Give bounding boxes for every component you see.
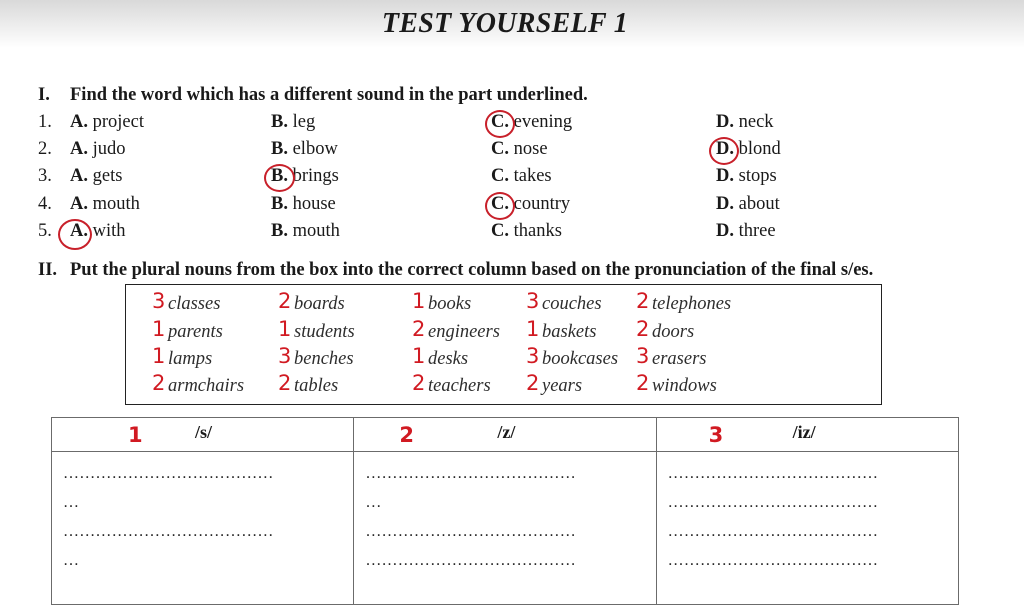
box-word: armchairs xyxy=(168,376,245,396)
box-word: years xyxy=(542,376,583,396)
option-d[interactable] xyxy=(716,166,777,187)
question-number: 3. xyxy=(38,166,52,186)
option-word: evening xyxy=(513,112,573,132)
option-letter: C. xyxy=(491,194,509,214)
dotted-answer-line[interactable]: … xyxy=(63,552,80,569)
dotted-answer-line[interactable]: ………………………………… xyxy=(667,494,879,511)
handwritten-mark: 1 xyxy=(526,317,540,341)
option-word: blond xyxy=(738,139,781,159)
option-word: with xyxy=(92,221,126,241)
answer-table xyxy=(51,417,959,605)
box-word: classes xyxy=(168,294,221,314)
column-header-label: /iz/ xyxy=(792,422,816,442)
option-word: neck xyxy=(738,112,774,132)
box-word: parents xyxy=(168,322,223,342)
question-number: 5. xyxy=(38,221,52,241)
answer-cell-z[interactable] xyxy=(354,452,656,605)
handwritten-mark: 2 xyxy=(412,371,426,395)
option-letter: A. xyxy=(70,112,88,132)
dotted-answer-line[interactable]: ………………………………… xyxy=(365,523,576,540)
option-a[interactable] xyxy=(70,112,144,133)
answer-cell-iz[interactable] xyxy=(656,452,958,605)
option-a[interactable] xyxy=(70,166,122,187)
option-d[interactable] xyxy=(716,112,774,133)
dotted-answer-line[interactable]: ………………………………… xyxy=(63,523,274,540)
option-d[interactable] xyxy=(716,194,780,215)
box-word: lamps xyxy=(168,349,213,369)
handwritten-mark: 2 xyxy=(636,317,650,341)
box-word: baskets xyxy=(542,322,597,342)
box-word: tables xyxy=(294,376,339,396)
option-a[interactable] xyxy=(70,194,140,215)
option-letter: B. xyxy=(271,194,288,214)
box-word: students xyxy=(294,322,355,342)
option-b[interactable] xyxy=(271,112,315,133)
option-letter: D. xyxy=(716,221,734,241)
handwritten-mark: 2 xyxy=(636,371,650,395)
box-word: teachers xyxy=(428,376,491,396)
column-header-label: /z/ xyxy=(497,422,516,442)
page-title: TEST YOURSELF 1 xyxy=(381,8,629,39)
handwritten-mark: 1 xyxy=(278,317,292,341)
handwritten-mark: 3 xyxy=(278,344,292,368)
option-b[interactable] xyxy=(271,221,340,242)
option-word: brings xyxy=(292,166,339,186)
handwritten-mark: 3 xyxy=(526,344,540,368)
answer-cell-s[interactable] xyxy=(52,452,354,605)
option-letter: C. xyxy=(491,139,509,159)
answer-circle-q5-a xyxy=(58,219,92,250)
dotted-answer-line[interactable]: ………………………………… xyxy=(365,552,576,569)
handwritten-mark: 3 xyxy=(636,344,650,368)
column-mark: 3 xyxy=(708,423,724,447)
handwritten-mark: 2 xyxy=(412,317,426,341)
option-b[interactable] xyxy=(271,194,336,215)
option-letter: C. xyxy=(491,221,509,241)
option-letter: A. xyxy=(70,139,88,159)
handwritten-mark: 1 xyxy=(412,289,426,313)
answer-circle-q3-b xyxy=(264,164,295,192)
option-letter: A. xyxy=(70,221,88,241)
handwritten-mark: 2 xyxy=(636,289,650,313)
column-mark: 2 xyxy=(399,423,414,447)
option-letter: D. xyxy=(716,166,734,186)
section2-instruction: Put the plural nouns from the box into the correct column based on the pronunciation of the final s/es. xyxy=(70,260,874,280)
option-letter: C. xyxy=(491,166,509,186)
option-word: house xyxy=(292,194,336,214)
box-word: books xyxy=(428,294,472,314)
box-word: couches xyxy=(542,294,602,314)
option-letter: A. xyxy=(70,166,88,186)
answer-circle-q4-c xyxy=(485,192,515,220)
handwritten-mark: 1 xyxy=(412,344,426,368)
option-word: leg xyxy=(292,112,316,132)
option-c[interactable] xyxy=(491,166,552,187)
question-number: 2. xyxy=(38,139,52,159)
option-word: mouth xyxy=(92,194,140,214)
answer-circle-q1-c xyxy=(485,110,515,138)
option-letter: B. xyxy=(271,112,288,132)
option-word: elbow xyxy=(292,139,338,159)
option-letter: B. xyxy=(271,139,288,159)
handwritten-mark: 3 xyxy=(152,289,166,313)
box-word: doors xyxy=(652,322,695,342)
option-a[interactable] xyxy=(70,139,126,160)
option-letter: C. xyxy=(491,112,509,132)
box-word: desks xyxy=(428,349,469,369)
handwritten-mark: 1 xyxy=(152,344,166,368)
question-number: 1. xyxy=(38,112,52,132)
column-header-s xyxy=(52,418,354,452)
dotted-answer-line[interactable]: ………………………………… xyxy=(667,465,879,482)
dotted-answer-line[interactable]: … xyxy=(365,494,382,511)
column-header-iz xyxy=(656,418,958,452)
option-word: stops xyxy=(738,166,777,186)
box-word: bookcases xyxy=(542,349,619,369)
box-word: windows xyxy=(652,376,717,396)
option-word: mouth xyxy=(292,221,340,241)
option-word: country xyxy=(513,194,571,214)
option-b[interactable] xyxy=(271,139,338,160)
handwritten-mark: 3 xyxy=(526,289,540,313)
handwritten-mark: 1 xyxy=(152,317,166,341)
dotted-answer-line[interactable]: … xyxy=(63,494,80,511)
answer-circle-q2-d xyxy=(709,137,739,165)
handwritten-mark: 2 xyxy=(278,289,292,313)
option-letter: B. xyxy=(271,221,288,241)
box-word: telephones xyxy=(652,294,732,314)
column-mark: 1 xyxy=(128,423,143,447)
box-word: benches xyxy=(294,349,354,369)
question-number: 4. xyxy=(38,194,52,214)
box-word: engineers xyxy=(428,322,500,342)
box-word: boards xyxy=(294,294,345,314)
column-header-z xyxy=(354,418,656,452)
option-letter: B. xyxy=(271,166,288,186)
option-word: nose xyxy=(513,139,548,159)
box-word: erasers xyxy=(652,349,707,369)
section1-instruction: Find the word which has a different sound in the part underlined. xyxy=(70,85,588,105)
option-letter: A. xyxy=(70,194,88,214)
option-c[interactable] xyxy=(491,139,548,160)
column-header-label: /s/ xyxy=(195,422,213,442)
handwritten-mark: 2 xyxy=(278,371,292,395)
handwritten-mark: 2 xyxy=(152,371,166,395)
option-word: three xyxy=(738,221,776,241)
option-letter: D. xyxy=(716,139,734,159)
dotted-answer-line[interactable]: ………………………………… xyxy=(365,465,576,482)
option-letter: D. xyxy=(716,194,734,214)
option-word: thanks xyxy=(513,221,562,241)
section2-roman: II. xyxy=(38,260,58,280)
section1-roman: I. xyxy=(38,85,50,105)
option-word: about xyxy=(738,194,780,214)
option-word: project xyxy=(92,112,144,132)
dotted-answer-line[interactable]: ………………………………… xyxy=(63,465,274,482)
dotted-answer-line[interactable]: ………………………………… xyxy=(667,523,879,540)
handwritten-mark: 2 xyxy=(526,371,540,395)
option-word: takes xyxy=(513,166,552,186)
dotted-answer-line[interactable]: ………………………………… xyxy=(667,552,879,569)
option-letter: D. xyxy=(716,112,734,132)
option-c[interactable] xyxy=(491,221,562,242)
option-word: judo xyxy=(92,139,126,159)
option-d[interactable] xyxy=(716,221,776,242)
option-word: gets xyxy=(92,166,123,186)
